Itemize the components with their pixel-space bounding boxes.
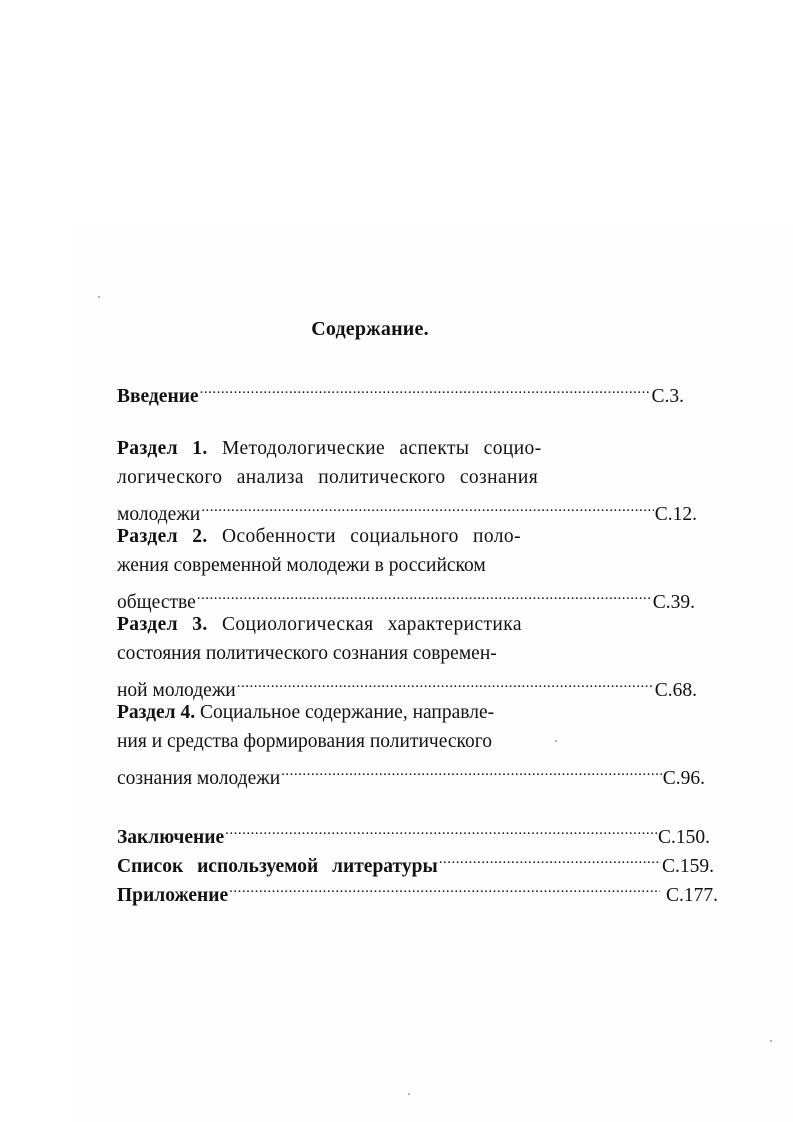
dot-leader	[197, 582, 652, 608]
section-title-text: обществе	[117, 592, 196, 613]
toc-page-number: С.12.	[654, 504, 697, 525]
section-1-line-1	[117, 436, 542, 462]
section-title-text: Социологическая характеристика	[222, 614, 522, 635]
toc-page-number: С.68.	[654, 680, 697, 701]
toc-page-number: С.96.	[662, 768, 705, 789]
dot-leader	[237, 670, 654, 696]
toc-page-number: С.177.	[665, 885, 718, 906]
dot-leader	[281, 758, 662, 784]
section-number: Раздел 4.	[117, 702, 196, 723]
dot-leader	[201, 494, 653, 520]
toc-entry-label: Список используемой литературы	[117, 856, 438, 877]
toc-entry-bibliography	[117, 846, 714, 877]
toc-entry-section-1	[117, 494, 697, 525]
section-title-text: молодежи	[117, 504, 201, 525]
toc-entry-section-2	[117, 582, 695, 613]
section-number: Раздел 3.	[117, 614, 208, 635]
section-2-line-1	[117, 524, 521, 550]
toc-page-number: С.150.	[657, 827, 710, 848]
dot-leader	[200, 376, 651, 402]
toc-entry-label: Приложение	[117, 885, 229, 906]
section-4-line-1	[117, 700, 494, 726]
toc-page-number: С.39.	[652, 592, 695, 613]
toc-entry-intro	[117, 376, 684, 407]
scan-speck	[555, 740, 557, 742]
scan-speck	[98, 296, 100, 298]
toc-page-number: С.159.	[661, 856, 714, 877]
toc-entry-appendix	[117, 875, 718, 906]
section-4-line-2: ния и средства формирования политического	[117, 731, 492, 752]
section-3-line-2: состояния политического сознания современ-	[117, 643, 497, 664]
section-title-text: Социальное содержание, направле-	[199, 702, 495, 723]
section-number: Раздел 1.	[117, 438, 208, 459]
section-2-line-2: жения современной молодежи в российском	[117, 555, 486, 576]
toc-entry-conclusion	[117, 817, 710, 848]
dot-leader	[225, 817, 657, 843]
toc-page-number: С.3.	[651, 386, 684, 407]
scan-speck	[408, 1093, 410, 1095]
dot-leader	[229, 875, 660, 901]
section-title-text: Особенности социального поло-	[222, 526, 521, 547]
section-title-text: ной молодежи	[117, 680, 236, 701]
scan-speck	[770, 1040, 772, 1042]
toc-entry-section-3	[117, 670, 697, 701]
section-1-line-2: логического анализа политического сознания	[117, 467, 539, 488]
section-number: Раздел 2.	[117, 526, 208, 547]
toc-entry-section-4	[117, 758, 705, 789]
toc-entry-label: Заключение	[117, 827, 225, 848]
section-3-line-1	[117, 612, 522, 638]
page-title: Содержание.	[311, 318, 429, 340]
dot-leader	[439, 846, 661, 872]
toc-entry-label: Введение	[117, 386, 199, 407]
section-title-text: Методологические аспекты социо-	[222, 438, 542, 459]
section-title-text: сознания молодежи	[117, 768, 281, 789]
